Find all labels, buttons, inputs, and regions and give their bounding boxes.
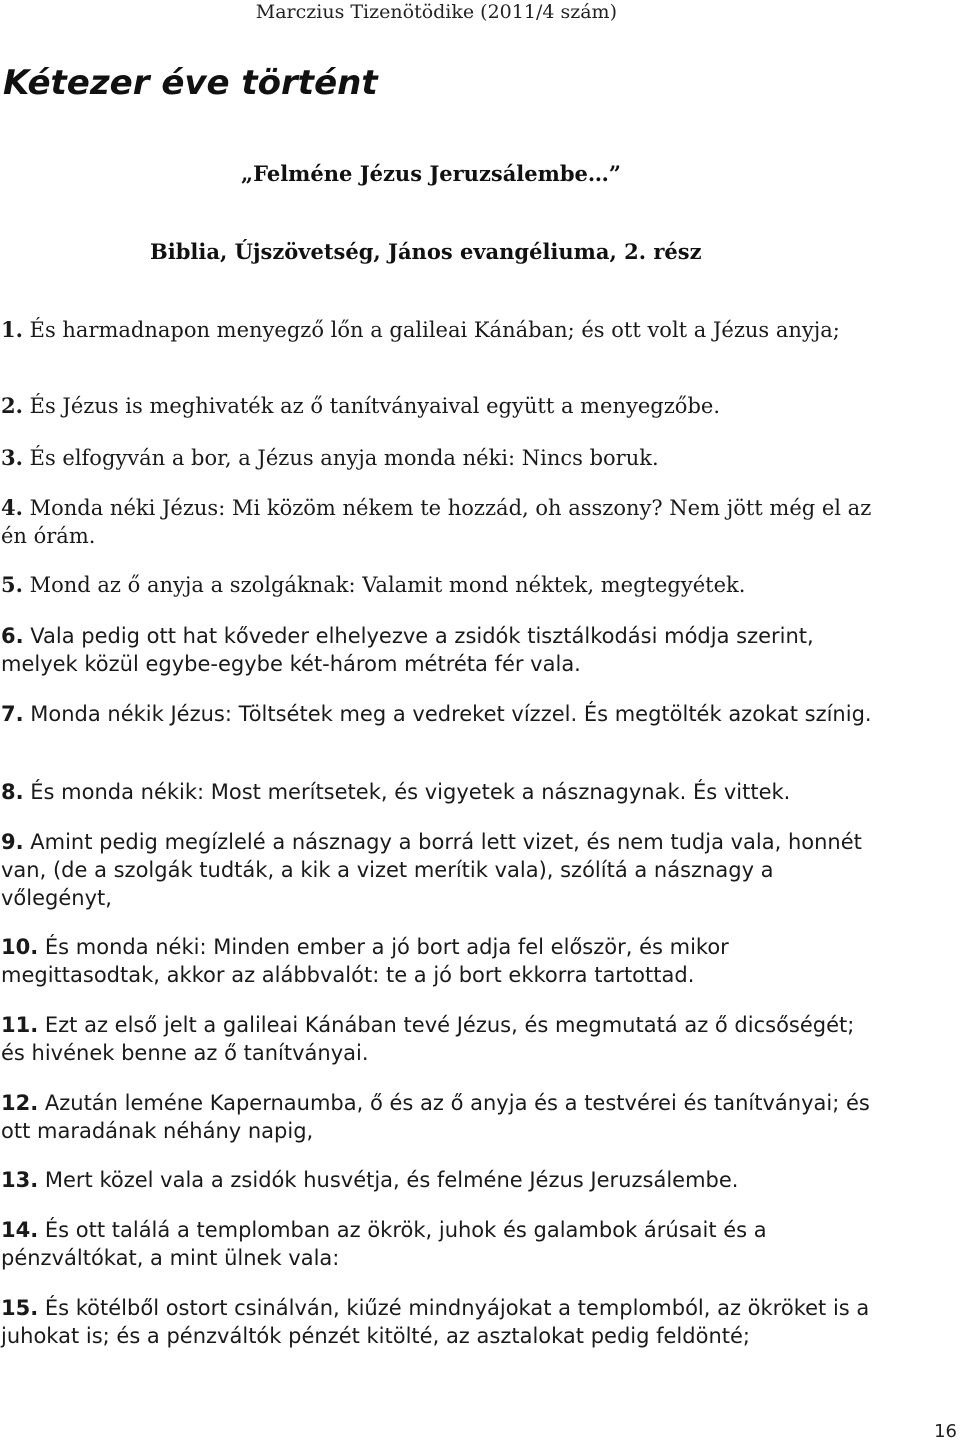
page-number: 16	[934, 1421, 957, 1442]
verse-text: Monda néki Jézus: Mi közöm nékem te hozzád, oh asszony? Nem jött még el az én órám.	[1, 496, 872, 548]
verse-text: És elfogyván a bor, a Jézus anyja monda néki: Nincs boruk.	[22, 446, 659, 470]
verse-number: 9.	[1, 830, 24, 854]
scripture-source: Biblia, Újszövetség, János evangéliuma, 2. rész	[150, 239, 702, 264]
verse-6	[1, 622, 881, 678]
verse-3	[1, 444, 881, 472]
verse-text: Ezt az első jelt a galileai Kánában tevé Jézus, és megmutatá az ő dicsőségét; és hivének benne az ő tanítványai.	[1, 1013, 855, 1065]
verse-number: 5.	[1, 572, 23, 597]
verse-text: Vala pedig ott hat kőveder elhelyezve a zsidók tisztálkodási módja szerint, melyek közül egybe-egybe két-három métréta fér vala.	[1, 624, 814, 676]
verse-text: Monda nékik Jézus: Töltsétek meg a vedreket vízzel. És megtölték azokat színig.	[23, 702, 872, 726]
verse-number: 11.	[1, 1013, 39, 1037]
verse-number: 6.	[1, 624, 24, 648]
article-subtitle: „Felméne Jézus Jeruzsálembe…”	[241, 161, 621, 186]
article-title: Kétezer éve történt	[3, 63, 378, 103]
verse-4	[1, 494, 881, 550]
verse-12	[1, 1089, 881, 1145]
verse-text: Mert közel vala a zsidók husvétja, és felméne Jézus Jeruzsálembe.	[38, 1168, 739, 1192]
verse-9	[1, 828, 881, 912]
verse-number: 4.	[1, 495, 23, 520]
verse-10	[1, 933, 881, 989]
verse-text: Azután leméne Kapernaumba, ő és az ő anyja és a testvérei és tanítványai; és ott maradának néhány napig,	[1, 1091, 870, 1143]
verse-text: És kötélből ostort csinálván, kiűzé mindnyájokat a templomból, az ökröket is a juhokat is; és a pénzváltók pénzét kitölté, az asztalokat pedig feldönté;	[1, 1296, 870, 1348]
verse-text: És monda nékik: Most merítsetek, és vigyetek a násznagynak. És vittek.	[23, 780, 791, 804]
running-header: Marczius Tizenötödike (2011/4 szám)	[255, 1, 617, 23]
verse-14	[1, 1216, 881, 1272]
verse-number: 13.	[1, 1168, 39, 1192]
verse-number: 12.	[1, 1091, 39, 1115]
verse-text: És monda néki: Minden ember a jó bort adja fel először, és mikor megittasodtak, akkor az alábbvalót: te a jó bort ekkorra tartottad.	[1, 935, 729, 987]
verse-1	[1, 316, 881, 344]
verse-text: És Jézus is meghivaték az ő tanítványaival együtt a menyegzőbe.	[22, 394, 720, 418]
verse-13	[1, 1166, 881, 1194]
verse-text: És harmadnapon menyegző lőn a galileai Kánában; és ott volt a Jézus anyja;	[22, 318, 840, 342]
verse-number: 7.	[1, 702, 24, 726]
verse-text: Amint pedig megízlelé a násznagy a borrá lett vizet, és nem tudja vala, honnét van, (de a szolgák tudták, a kik a vizet merítik vala), szólítá a násznagy a vőlegényt,	[1, 830, 862, 910]
verse-text: Mond az ő anyja a szolgáknak: Valamit mond néktek, megtegyétek.	[22, 573, 746, 597]
verse-5	[1, 571, 881, 599]
verse-8	[1, 778, 881, 806]
verse-number: 15.	[1, 1296, 39, 1320]
verse-number: 8.	[1, 780, 24, 804]
verse-text: És ott találá a templomban az ökrök, juhok és galambok árúsait és a pénzváltókat, a mint ülnek vala:	[1, 1218, 767, 1270]
verse-15	[1, 1294, 881, 1350]
verse-2	[1, 392, 881, 420]
verse-number: 10.	[1, 935, 39, 959]
verse-11	[1, 1011, 881, 1067]
verse-number: 2.	[1, 393, 23, 418]
verse-number: 3.	[1, 445, 23, 470]
verse-number: 14.	[1, 1218, 39, 1242]
verse-number: 1.	[1, 317, 23, 342]
verse-7	[1, 700, 881, 728]
